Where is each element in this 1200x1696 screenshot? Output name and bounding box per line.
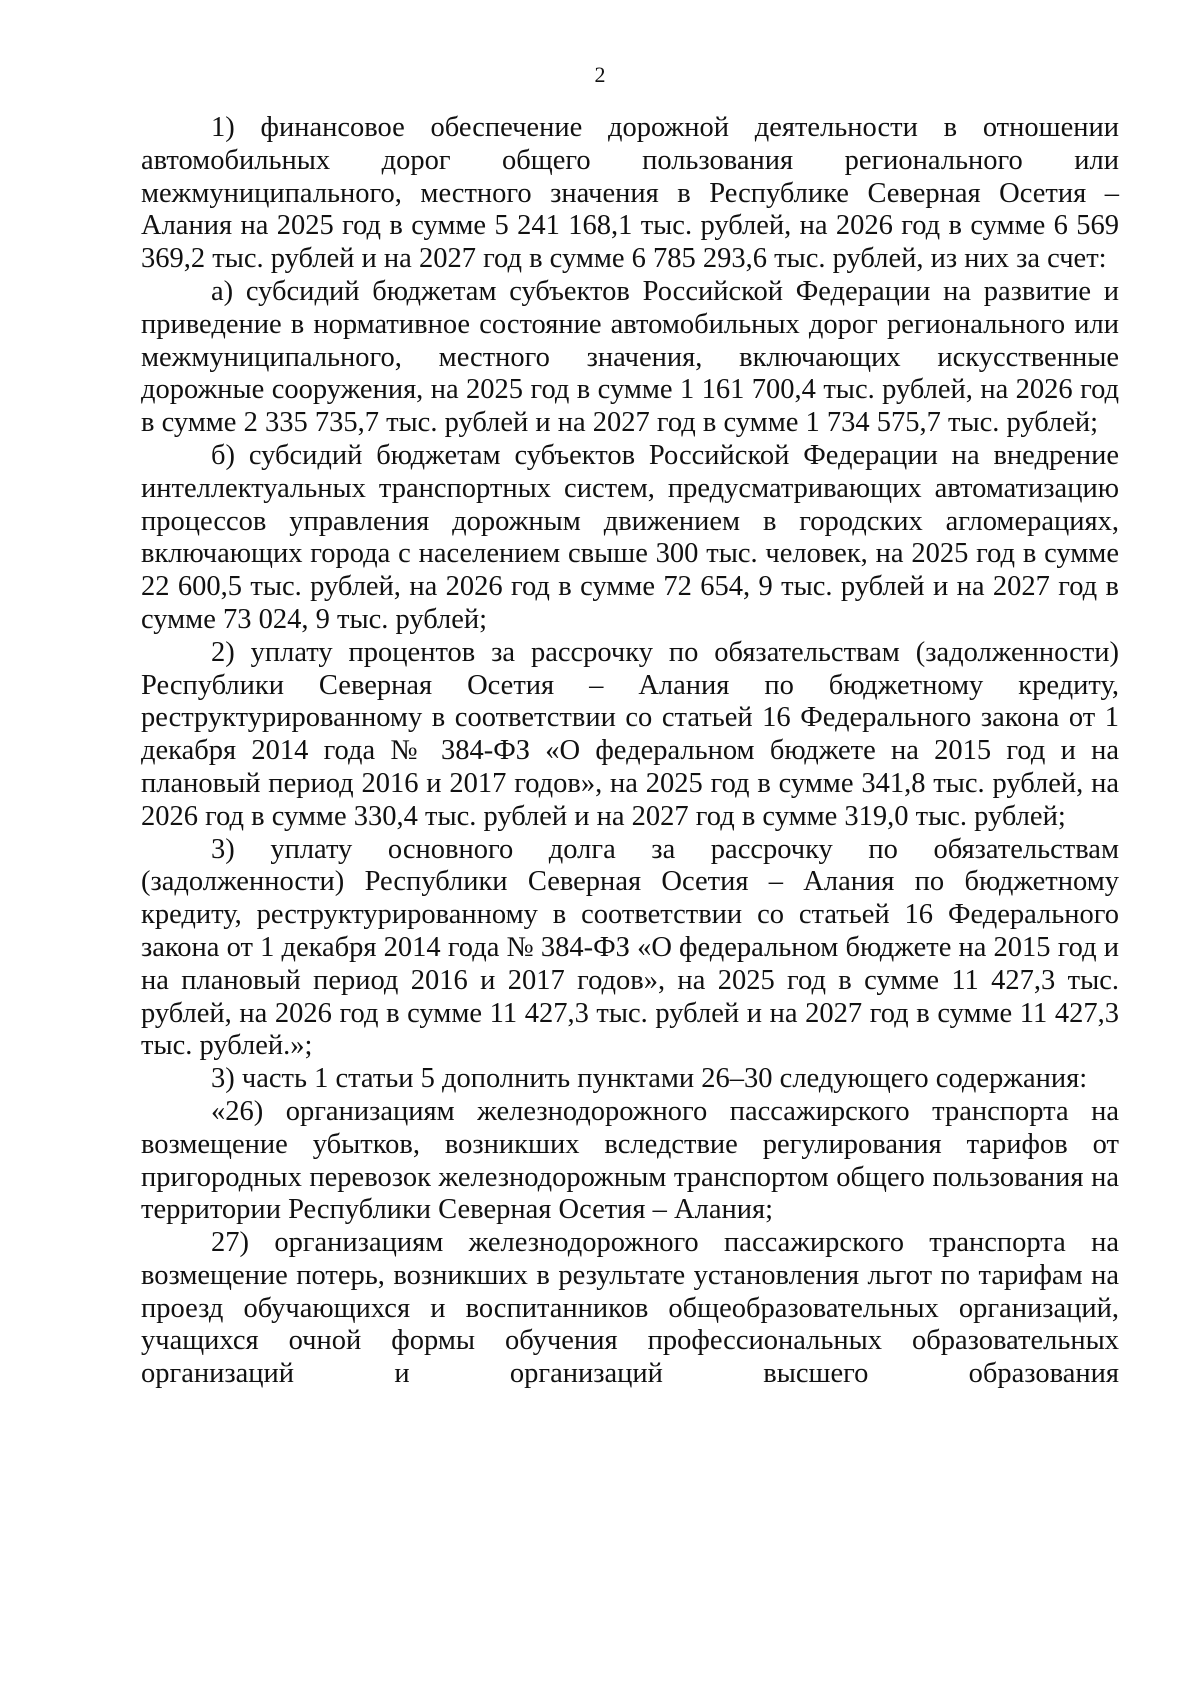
paragraph-item-27: 27) организациям железнодорожного пассажирского транспорта на возмещение потерь, возникших в результате установления льгот по тарифам на проезд обучающихся и воспитанников общеобразовательных организаций, учащихся очной формы обучения профессиональных образовательных организаций и организаций высшего образования	[141, 1227, 1119, 1390]
paragraph-amendment-3: 3) часть 1 статьи 5 дополнить пунктами 26–30 следующего содержания:	[211, 1063, 1088, 1095]
paragraph-item-3: 3) уплату основного долга за рассрочку по обязательствам (задолженности) Республики Северная Осетия – Алания по бюджетному кредиту, реструктурированному в соответствии со статьей 16 Федерального закона от 1 декабря 2014 года № 384-ФЗ «О федеральном бюджете на 2015 год и на плановый период 2016 и 2017 годов», на 2025 год в сумме 11 427,3 тыс. рублей, на 2026 год в сумме 11 427,3 тыс. рублей и на 2027 год в сумме 11 427,3 тыс. рублей.»;	[141, 833, 1119, 1062]
paragraph-item-26: «26) организациям железнодорожного пассажирского транспорта на возмещение убытков, возникших вследствие регулирования тарифов от пригородных перевозок железнодорожным транспортом общего пользования на территории Республики Северная Осетия – Алания;	[141, 1095, 1119, 1226]
document-body	[141, 112, 1119, 1391]
paragraph-item-1b: б) субсидий бюджетам субъектов Российской Федерации на внедрение интеллектуальных транспортных систем, предусматривающих автоматизацию процессов управления дорожным движением в городских агломерациях, включающих города с населением свыше 300 тыс. человек, на 2025 год в сумме 22 600,5 тыс. рублей, на 2026 год в сумме 72 654, 9 тыс. рублей и на 2027 год в сумме 73 024, 9 тыс. рублей;	[141, 439, 1119, 635]
paragraph-item-1: 1) финансовое обеспечение дорожной деятельности в отношении автомобильных дорог общего пользования регионального или межмуниципального, местного значения в Республике Северная Осетия – Алания на 2025 год в сумме 5 241 168,1 тыс. рублей, на 2026 год в сумме 6 569 369,2 тыс. рублей и на 2027 год в сумме 6 785 293,6 тыс. рублей, из них за счет:	[141, 112, 1119, 275]
page-number: 2	[594, 62, 606, 87]
paragraph-item-2: 2) уплату процентов за рассрочку по обязательствам (задолженности) Республики Северная Осетия – Алания по бюджетному кредиту, реструктурированному в соответствии со статьей 16 Федерального закона от 1 декабря 2014 года № 384-ФЗ «О федеральном бюджете на 2015 год и на плановый период 2016 и 2017 годов», на 2025 год в сумме 341,8 тыс. рублей, на 2026 год в сумме 330,4 тыс. рублей и на 2027 год в сумме 319,0 тыс. рублей;	[141, 636, 1119, 832]
paragraph-item-1a: а) субсидий бюджетам субъектов Российской Федерации на развитие и приведение в нормативное состояние автомобильных дорог регионального или межмуниципального, местного значения, включающих искусственные дорожные сооружения, на 2025 год в сумме 1 161 700,4 тыс. рублей, на 2026 год в сумме 2 335 735,7 тыс. рублей и на 2027 год в сумме 1 734 575,7 тыс. рублей;	[141, 275, 1119, 439]
